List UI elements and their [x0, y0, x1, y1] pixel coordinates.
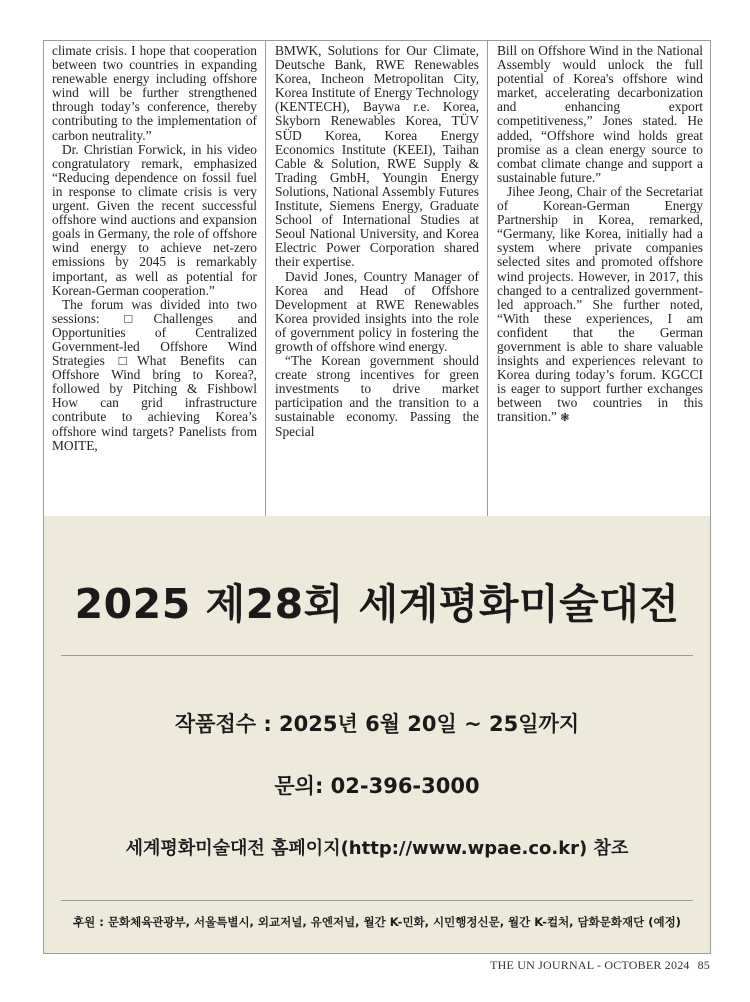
article-paragraph: David Jones, Country Manager of Korea and Head of Offshore Development at RWE Renewables Korea provided insights into the role of government policy in fostering the growth of offshore wind energy. [275, 268, 479, 354]
article-paragraph-text: Jihee Jeong, Chair of the Secretariat of Korean-German Energy Partnership in Korea, remarked, “Germany, like Korea, initially had a system where private companies selected sites and promoted offshore wind projects. However, in 2017, this changed to a centralized government-led approach.” She further noted, “With these experiences, I am confident that the German government is able to share valuable insights and experiences relevant to Korea during today’s forum. KGCCI is eager to support further exchanges between two countries in this transition.” [497, 183, 703, 425]
article-column-2 [265, 40, 487, 516]
article-paragraph: Dr. Christian Forwick, in his video congratulatory remark, emphasized “Reducing dependence on fossil fuel in response to climate crisis is very urgent. Given the recent successful offshore wind auctions and expansion goals in Germany, the role of offshore wind energy to achieve net-zero emissions by 2045 is remarkably important, as well as potential for Korean-German cooperation.” [52, 141, 257, 298]
ad-entry-period: 작품접수 : 2025년 6월 20일 ~ 25일까지 [174, 712, 580, 736]
article-paragraph: BMWK, Solutions for Our Climate, Deutsche Bank, RWE Renewables Korea, Incheon Metropolitan City, Korea Institute of Energy Technology (KENTECH), Baywa r.e. Korea, Skyborn Renewables Korea, TÜV SÜD Korea, Korea Energy Economics Institute (KEEI), Taihan Cable & Solution, RWE Supply & Trading GmbH, Youngin Energy Solutions, National Assembly Futures Institute, Siemens Energy, Graduate School of International Studies at Seoul National University, and Korea Electric Power Corporation shared their expertise. [275, 43, 479, 270]
end-mark-icon: ❃ [560, 412, 570, 425]
ad-divider-top [61, 655, 693, 656]
article-paragraph: climate crisis. I hope that cooperation between two countries in expanding renewable energy including offshore wind will be further strengthened through today’s conference, thereby contributing to the implementation of carbon neutrality.” [52, 43, 257, 143]
article-columns [43, 40, 711, 516]
article-paragraph: The forum was divided into two sessions: □Challenges and Opportunities of Centralized Government-led Offshore Wind Strategies □What Benefits can Offshore Wind bring to Korea?, followed by Pitching & Fishbowl How can grid infrastructure contribute to achieving Korea’s offshore wind targets? Panelists from MOITE, [52, 296, 257, 453]
ad-divider-bottom [61, 900, 693, 901]
publication-name: THE UN JOURNAL - OCTOBER 2024 [490, 958, 690, 972]
article-column-1 [43, 40, 265, 516]
ad-sponsors: 후원 : 문화체육관광부, 서울특별시, 외교저널, 유엔저널, 월간 K-민화, 시민행정신문, 월간 K-컬처, 담화문화재단 (예정) [73, 915, 681, 929]
art-exhibition-advertisement [44, 516, 710, 953]
article-paragraph [497, 185, 703, 426]
article-column-3 [487, 40, 711, 516]
ad-contact: 문의: 02-396-3000 [274, 774, 480, 798]
ad-website: 세계평화미술대전 홈페이지(http://www.wpae.co.kr) 참조 [125, 838, 629, 859]
ad-title: 2025 제28회 세계평화미술대전 [74, 580, 680, 628]
page-footer [490, 958, 710, 973]
article-paragraph: Bill on Offshore Wind in the National Assembly would unlock the full potential of Korea's offshore wind market, accelerating decarbonization and enhancing export competitiveness,” Jones stated. He added, “Offshore wind holds great promise as a clean energy source to combat climate change and support a sustainable future.” [497, 43, 703, 185]
page-number: 85 [697, 958, 710, 972]
article-paragraph: “The Korean government should create strong incentives for green investments to drive market participation and the transition to a sustainable economy. Passing the Special [275, 353, 479, 439]
